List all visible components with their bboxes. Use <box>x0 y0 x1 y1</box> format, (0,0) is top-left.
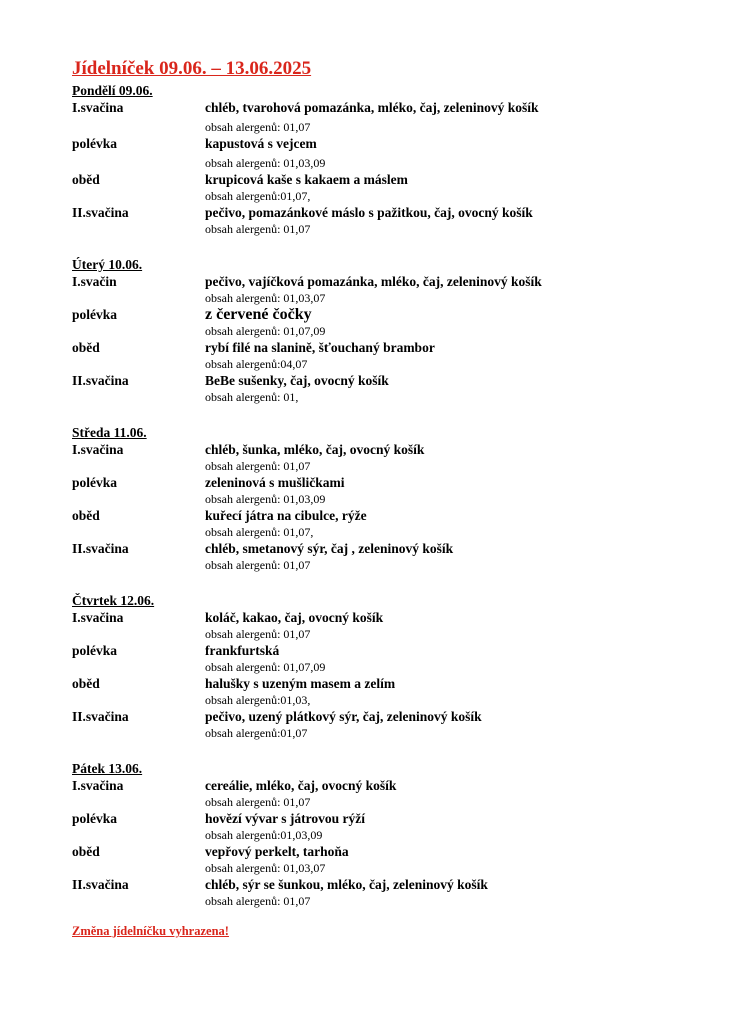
meal-name: II.svačina <box>72 877 129 892</box>
meal-name: polévka <box>72 643 118 658</box>
meal-name: I.svačin <box>72 274 117 289</box>
day-section-tuesday <box>72 257 692 405</box>
meal-name: oběd <box>72 508 100 523</box>
meal-item <box>72 675 692 708</box>
meal-dish: krupicová kaše s kakaem a máslem <box>205 172 408 187</box>
meal-allergens: obsah alergenů: 01,03,07 <box>205 861 326 875</box>
day-heading: Pátek 13.06. <box>72 761 143 776</box>
meal-dish: halušky s uzeným masem a zelím <box>205 676 396 691</box>
meal-allergens: obsah alergenů: 01,07,09 <box>205 324 326 338</box>
meal-allergens: obsah alergenů: 01,07 <box>205 558 311 572</box>
meal-item <box>72 642 692 675</box>
meal-dish: kapustová s vejcem <box>205 136 317 151</box>
meal-allergens: obsah alergenů:01,03,09 <box>205 828 323 842</box>
meal-dish: pečivo, vajíčková pomazánka, mléko, čaj, zeleninový košík <box>205 274 542 289</box>
meal-item <box>72 507 692 540</box>
meal-name: oběd <box>72 172 100 187</box>
meal-item <box>72 777 692 810</box>
meal-item <box>72 441 692 474</box>
day-heading: Čtvrtek 12.06. <box>72 593 155 608</box>
day-heading: Úterý 10.06. <box>72 257 143 272</box>
meal-dish: pečivo, uzený plátkový sýr, čaj, zeleninový košík <box>205 709 482 724</box>
meal-dish: kuřecí játra na cibulce, rýže <box>205 508 367 523</box>
meal-item <box>72 843 692 876</box>
meal-item <box>72 372 692 405</box>
day-section-monday <box>72 83 692 237</box>
meal-item <box>72 306 692 339</box>
meal-item <box>72 99 692 135</box>
meal-name: oběd <box>72 844 100 859</box>
meal-item <box>72 135 692 171</box>
meal-name: I.svačina <box>72 442 124 457</box>
meal-name: oběd <box>72 676 100 691</box>
meal-name: I.svačina <box>72 778 124 793</box>
meal-allergens: obsah alergenů:01,03, <box>205 693 311 707</box>
meal-dish: vepřový perkelt, tarhoňa <box>205 844 349 859</box>
meal-dish: chléb, smetanový sýr, čaj , zeleninový košík <box>205 541 454 556</box>
meal-dish: z červené čočky <box>205 306 312 323</box>
meal-item <box>72 339 692 372</box>
meal-name: II.svačina <box>72 709 129 724</box>
meal-allergens: obsah alergenů: 01,03,07 <box>205 291 326 305</box>
meal-dish: zeleninová s mušličkami <box>205 475 345 490</box>
meal-item <box>72 876 692 909</box>
meal-dish: frankfurtská <box>205 643 280 658</box>
meal-name: II.svačina <box>72 541 129 556</box>
meal-name: I.svačina <box>72 100 124 115</box>
meal-item <box>72 474 692 507</box>
footer-note: Změna jídelníčku vyhrazena! <box>72 924 229 938</box>
meal-name: II.svačina <box>72 205 129 220</box>
meal-dish: hovězí vývar s játrovou rýží <box>205 811 365 826</box>
meal-allergens: obsah alergenů:01,07 <box>205 726 308 740</box>
meal-dish: koláč, kakao, čaj, ovocný košík <box>205 610 384 625</box>
meal-name: oběd <box>72 340 100 355</box>
day-heading: Pondělí 09.06. <box>72 83 153 98</box>
meal-allergens: obsah alergenů: 01,07 <box>205 222 311 236</box>
meal-name: polévka <box>72 475 118 490</box>
meal-item <box>72 810 692 843</box>
meal-dish: BeBe sušenky, čaj, ovocný košík <box>205 373 389 388</box>
meal-allergens: obsah alergenů: 01,07 <box>205 459 311 473</box>
meal-item <box>72 171 692 204</box>
meal-name: polévka <box>72 307 118 322</box>
meal-name: II.svačina <box>72 373 129 388</box>
meal-item <box>72 609 692 642</box>
day-section-wednesday <box>72 425 692 573</box>
day-section-thursday <box>72 593 692 741</box>
meal-dish: chléb, tvarohová pomazánka, mléko, čaj, zeleninový košík <box>205 100 539 115</box>
meal-allergens: obsah alergenů: 01,07,09 <box>205 660 326 674</box>
meal-item <box>72 708 692 741</box>
meal-item <box>72 204 692 237</box>
meal-allergens: obsah alergenů: 01,03,09 <box>205 156 326 170</box>
meal-allergens: obsah alergenů: 01,07 <box>205 795 311 809</box>
day-heading: Středa 11.06. <box>72 425 147 440</box>
meal-allergens: obsah alergenů: 01, <box>205 390 299 404</box>
meal-item <box>72 540 692 573</box>
meal-allergens: obsah alergenů: 01,07 <box>205 120 311 134</box>
day-section-friday <box>72 761 692 909</box>
meal-allergens: obsah alergenů: 01,03,09 <box>205 492 326 506</box>
meal-dish: cereálie, mléko, čaj, ovocný košík <box>205 778 397 793</box>
meal-allergens: obsah alergenů: 01,07 <box>205 894 311 908</box>
meal-allergens: obsah alergenů: 01,07, <box>205 525 314 539</box>
meal-name: polévka <box>72 811 118 826</box>
meal-dish: rybí filé na slanině, šťouchaný brambor <box>205 340 435 355</box>
meal-name: I.svačina <box>72 610 124 625</box>
meal-allergens: obsah alergenů: 01,07 <box>205 627 311 641</box>
meal-dish: chléb, šunka, mléko, čaj, ovocný košík <box>205 442 425 457</box>
meal-name: polévka <box>72 136 118 151</box>
meal-dish: chléb, sýr se šunkou, mléko, čaj, zeleninový košík <box>205 877 488 892</box>
meal-allergens: obsah alergenů:04,07 <box>205 357 308 371</box>
page-title: Jídelníček 09.06. – 13.06.2025 <box>72 58 312 79</box>
meal-dish: pečivo, pomazánkové máslo s pažitkou, čaj, ovocný košík <box>205 205 533 220</box>
meal-item <box>72 273 692 306</box>
meal-allergens: obsah alergenů:01,07, <box>205 189 311 203</box>
menu-document <box>72 58 692 939</box>
